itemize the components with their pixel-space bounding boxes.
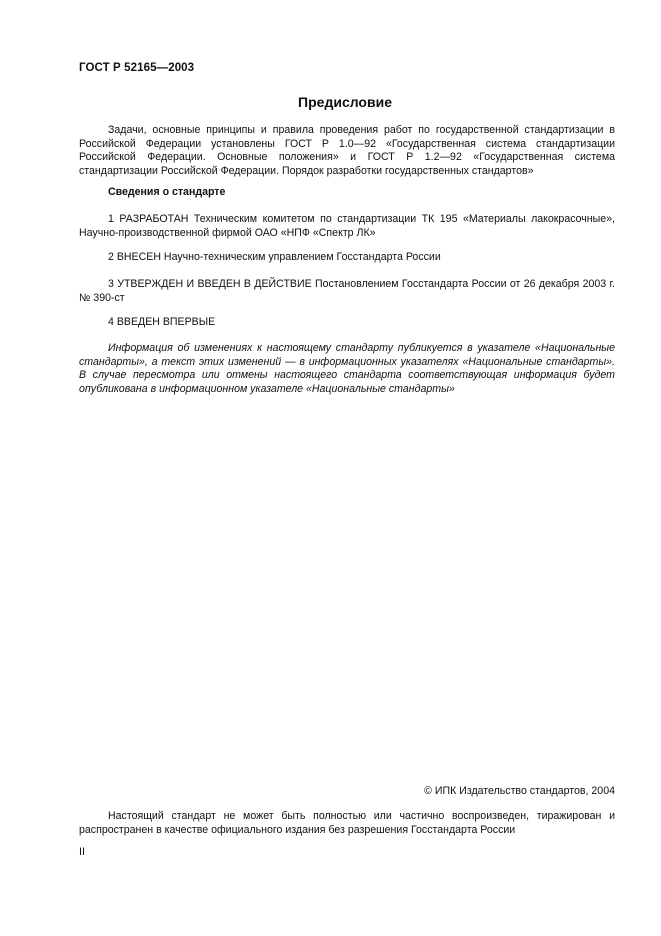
- list-item: 1 РАЗРАБОТАН Техническим комитетом по стандартизации ТК 195 «Материалы лакокрасочные», Научно-производственной фирмой ОАО «НПФ «Спектр ЛК»: [79, 213, 615, 239]
- intro-paragraph: Задачи, основные принципы и правила проведения работ по государственной стандартизации в Российской Федерации установлены ГОСТ Р 1.0—92 «Государственная система стандартизации Российской Федерации. Основные положения» и ГОСТ Р 1.2—92 «Государственная система стандартизации Российской Федерации. Порядок разработки государственных стандартов»: [79, 124, 615, 177]
- page-title: Предисловие: [298, 94, 392, 110]
- copyright-line: © ИПК Издательство стандартов, 2004: [424, 785, 615, 797]
- list-item: 4 ВВЕДЕН ВПЕРВЫЕ: [108, 316, 216, 328]
- list-item: 3 УТВЕРЖДЕН И ВВЕДЕН В ДЕЙСТВИЕ Постановлением Госстандарта России от 26 декабря 2003 г. № 390-ст: [79, 278, 615, 304]
- reproduction-notice: Настоящий стандарт не может быть полностью или частично воспроизведен, тиражирован и распространен в качестве официального издания без разрешения Госстандарта России: [79, 810, 615, 836]
- section-heading: Сведения о стандарте: [108, 186, 226, 198]
- list-item: 2 ВНЕСЕН Научно-техническим управлением Госстандарта России: [108, 251, 441, 263]
- document-code: ГОСТ Р 52165—2003: [79, 62, 195, 74]
- changes-notice: Информация об изменениях к настоящему стандарту публикуется в указателе «Национальные стандарты», а текст этих изменений — в информационных указателях «Национальные стандарты». В случае пересмотра или отмены настоящего стандарта соответствующая информация будет опубликована в информационном указателе «Национальные стандарты»: [79, 342, 615, 395]
- page-number: II: [79, 846, 85, 858]
